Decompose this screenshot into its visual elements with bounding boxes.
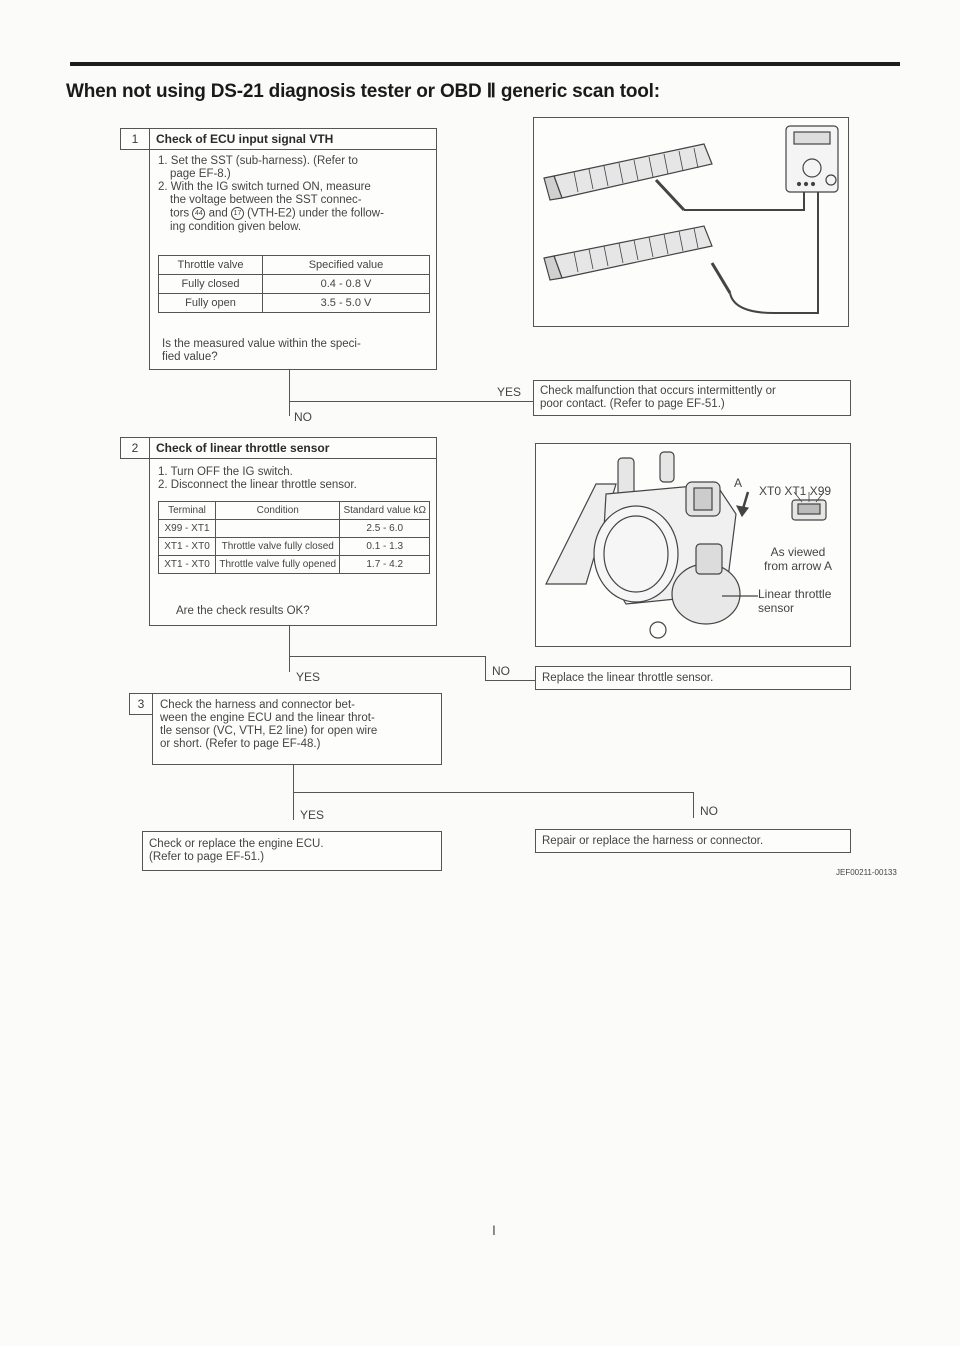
top-rule [70, 62, 900, 66]
step-1-body [149, 149, 437, 370]
table-cell: Fully closed [159, 275, 263, 294]
viewed-from-a-line-1: As viewed [770, 545, 826, 559]
sst-connector-voltmeter-illustration [534, 118, 848, 326]
figure-reference-code: JEF00211-00133 [836, 868, 897, 877]
table-cell: XT1 - XT0 [159, 556, 216, 574]
step-1-question-b: fied value? [162, 351, 218, 363]
step-1-no-label: NO [294, 410, 312, 424]
step-2-no-result-box [535, 666, 851, 690]
table-cell: 3.5 - 5.0 V [263, 294, 430, 313]
step-2-item-1: 1. Turn OFF the IG switch. [158, 466, 293, 478]
table-header-cell: Condition [216, 502, 340, 520]
step-3-yes-result-b: (Refer to page EF-51.) [149, 851, 265, 863]
flow-line [289, 656, 485, 657]
sensor-label-line-1: Linear throttle [758, 587, 832, 601]
step-1-item-2c: tors 44 and 17 (VTH-E2) under the follow- [170, 207, 384, 220]
step-2-resistance-table [158, 501, 430, 574]
table-cell: XT1 - XT0 [159, 538, 216, 556]
table-header-row [159, 502, 430, 520]
step-1-heading-box [149, 128, 437, 150]
step-2-number: 2 [120, 437, 150, 459]
step-1-heading: Check of ECU input signal VTH [156, 132, 334, 146]
step-1-yes-result-box [533, 380, 851, 416]
table-header-cell: Throttle valve [159, 256, 263, 275]
table-row [159, 275, 430, 294]
viewed-from-a-line-2: from arrow A [764, 559, 833, 573]
step-3-no-result-box [535, 829, 851, 853]
table-row [159, 520, 430, 538]
flow-line [485, 680, 535, 681]
flow-line [293, 792, 693, 793]
step-3-yes-label: YES [300, 808, 325, 822]
step-2-yes-label: YES [296, 670, 321, 684]
table-cell: Throttle valve fully opened [216, 556, 340, 574]
terminal-labels: XT0 XT1 X99 [759, 484, 832, 498]
step-1-item-2d: ing condition given below. [170, 220, 302, 233]
connector-17-icon: 17 [231, 207, 244, 220]
step-2-heading: Check of linear throttle sensor [156, 441, 330, 455]
step-2-no-result: Replace the linear throttle sensor. [542, 672, 714, 684]
step-3-line-4: or short. (Refer to page EF-48.) [160, 738, 321, 750]
flow-line [485, 656, 486, 680]
step-1-item-2a: 2. With the IG switch turned ON, measure [158, 181, 371, 193]
table-cell: Throttle valve fully closed [216, 538, 340, 556]
step-2-question: Are the check results OK? [176, 605, 310, 617]
table-cell: 0.1 - 1.3 [340, 538, 430, 556]
step-3-number: 3 [129, 693, 153, 715]
table-header-cell: Standard value kΩ [340, 502, 430, 520]
table-cell: Fully open [159, 294, 263, 313]
figure-voltmeter-connection [533, 117, 849, 327]
step-3-yes-result-a: Check or replace the engine ECU. [149, 838, 324, 850]
table-cell [216, 520, 340, 538]
step-1-yes-result-b: poor contact. (Refer to page EF-51.) [540, 398, 725, 410]
step-3-yes-result-box [142, 831, 442, 871]
step-1-spec-table [158, 255, 430, 313]
step-2-no-label: NO [492, 664, 510, 678]
table-header-cell: Terminal [159, 502, 216, 520]
step-3-line-2: ween the engine ECU and the linear throt- [160, 712, 375, 724]
step-1-item-2b: the voltage between the SST connec- [170, 194, 362, 206]
step-2-body [149, 458, 437, 626]
step-1-question-a: Is the measured value within the speci- [162, 338, 361, 350]
step-1-item-1a: 1. Set the SST (sub-harness). (Refer to [158, 155, 358, 167]
table-cell: X99 - XT1 [159, 520, 216, 538]
step-1-yes-label: YES [497, 385, 522, 399]
page-mark: I [492, 1222, 496, 1238]
step-3-no-result: Repair or replace the harness or connector. [542, 835, 764, 847]
arrow-a-label: A [734, 476, 743, 490]
connector-44-icon: 44 [192, 207, 205, 220]
table-header-cell: Specified value [263, 256, 430, 275]
table-header-row [159, 256, 430, 275]
table-row [159, 556, 430, 574]
table-cell: 0.4 - 0.8 V [263, 275, 430, 294]
step-1-item-1b: page EF-8.) [170, 168, 231, 180]
table-cell: 2.5 - 6.0 [340, 520, 430, 538]
table-row [159, 294, 430, 313]
page-title: When not using DS-21 diagnosis tester or OBD Ⅱ generic scan tool: [66, 81, 660, 102]
step-2-heading-box [149, 437, 437, 459]
step-3-line-3: tle sensor (VC, VTH, E2 line) for open wire [160, 725, 378, 737]
step-3-no-label: NO [700, 804, 718, 818]
step-2-item-2: 2. Disconnect the linear throttle sensor. [158, 479, 357, 491]
flow-line [289, 401, 533, 402]
step-1-number: 1 [120, 128, 150, 150]
step-3-body [152, 693, 442, 765]
step-3-line-1: Check the harness and connector bet- [160, 699, 355, 711]
step-1-yes-result-a: Check malfunction that occurs intermittently or [540, 385, 776, 397]
flow-line [289, 626, 290, 672]
flow-line [693, 792, 694, 818]
table-cell: 1.7 - 4.2 [340, 556, 430, 574]
table-row [159, 538, 430, 556]
figure-throttle-sensor [535, 443, 851, 647]
sensor-label-line-2: sensor [758, 601, 795, 615]
flow-line [289, 370, 290, 416]
